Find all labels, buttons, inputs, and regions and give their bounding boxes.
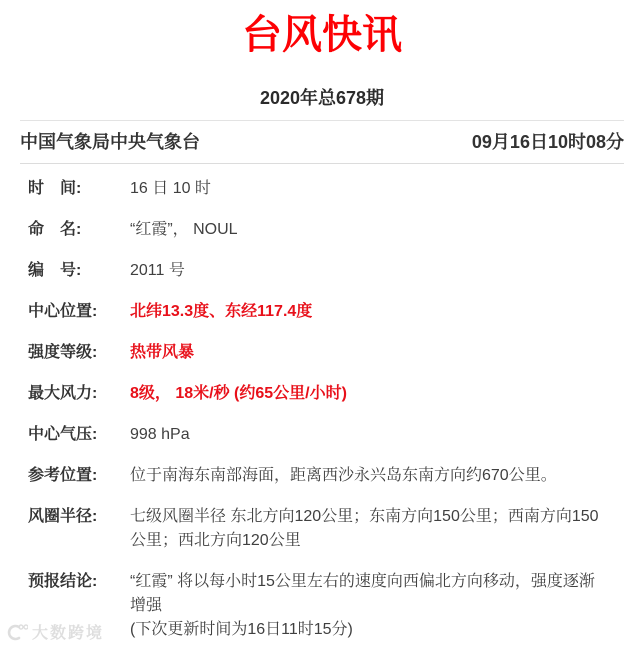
- info-rows: [28, 177, 620, 642]
- row-label: 时 间:: [28, 180, 82, 197]
- row-value-text: 七级风圈半径 东北方向120公里；东南方向150公里；西南方向150 公里；西北方向120公里: [130, 508, 599, 549]
- row-label: 预报结论:: [28, 573, 98, 590]
- info-row: [28, 382, 620, 406]
- row-label: 强度等级:: [28, 344, 98, 361]
- row-value-text: “红霞” 将以每小时15公里左右的速度向西偏北方向移动，强度逐渐增强: [130, 573, 595, 614]
- info-row: [28, 300, 620, 324]
- row-value-text: “红霞”， NOUL: [130, 221, 238, 238]
- row-label: 参考位置:: [28, 467, 98, 484]
- row-value-note: (下次更新时间为16日11时15分): [130, 621, 353, 638]
- row-value: [130, 423, 610, 447]
- row-value-text: 北纬13.3度、东经117.4度: [130, 303, 313, 320]
- row-label: 编 号:: [28, 262, 82, 279]
- issue-number: 2020年总678期: [259, 88, 385, 108]
- page-title: 台风快讯: [242, 13, 402, 57]
- info-row: [28, 177, 620, 201]
- row-value: [130, 570, 610, 642]
- info-row: [28, 570, 620, 642]
- row-value: [130, 177, 610, 201]
- row-value: [130, 464, 610, 488]
- publish-time: 09月16日10时08分: [471, 132, 624, 152]
- row-value-text: 2011 号: [130, 262, 185, 279]
- info-row: [28, 218, 620, 242]
- row-value-text: 8级， 18米/秒 (约65公里/小时): [130, 385, 347, 402]
- row-label: 最大风力:: [28, 385, 98, 402]
- row-value-text: 热带风暴: [130, 344, 195, 361]
- row-value: [130, 259, 610, 283]
- agency-name: 中国气象局中央气象台: [20, 132, 200, 152]
- row-label: 命 名:: [28, 221, 82, 238]
- row-value-text: 16 日 10 时: [130, 180, 211, 197]
- row-value: [130, 382, 610, 406]
- row-value: [130, 218, 610, 242]
- row-label: 风圈半径:: [28, 508, 98, 525]
- info-row: [28, 464, 620, 488]
- row-value: [130, 300, 610, 324]
- row-label: 中心气压:: [28, 426, 98, 443]
- header-bar: [20, 120, 624, 164]
- row-value: [130, 505, 610, 553]
- info-row: [28, 505, 620, 553]
- row-value: [130, 341, 610, 365]
- info-row: [28, 423, 620, 447]
- row-value-text: 位于南海东南部海面，距离西沙永兴岛东南方向约670公里。: [130, 467, 557, 484]
- watermark-logo-icon: [6, 623, 28, 641]
- watermark-text: 大数跨境: [32, 625, 105, 642]
- row-value-text: 998 hPa: [130, 426, 190, 443]
- info-row: [28, 341, 620, 365]
- row-label: 中心位置:: [28, 303, 98, 320]
- info-row: [28, 259, 620, 283]
